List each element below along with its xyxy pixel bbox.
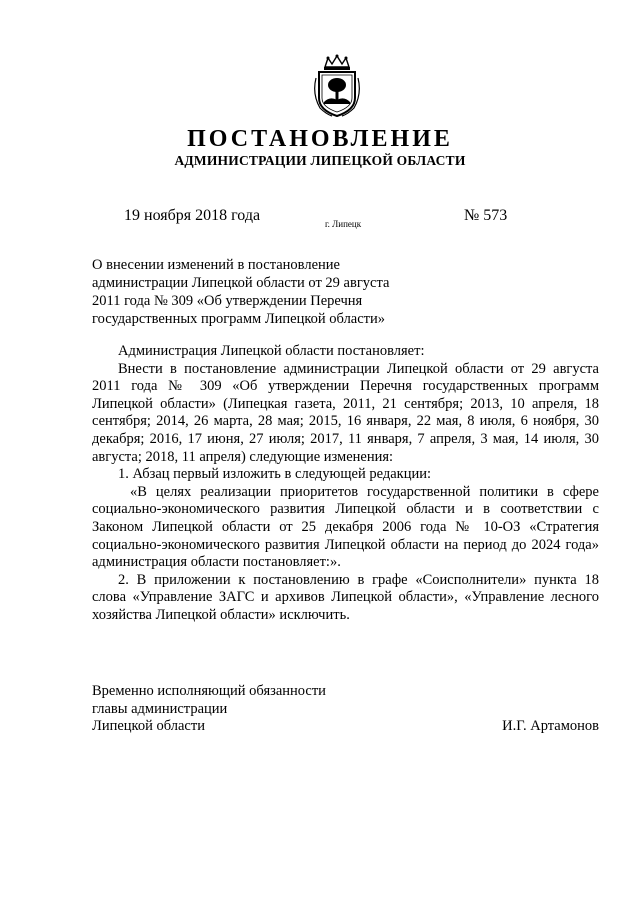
signatory-row: [92, 718, 599, 736]
signatory-name: И.Г. Артамонов: [502, 718, 599, 735]
signatory-position-line: Временно исполняющий обязанности: [92, 683, 326, 699]
intro-paragraph: Внести в постановление администрации Липецкой области от 29 августа 2011 года № 309 «Об утверждении Перечня государственных программ Липецкой области» (Липецкая газета, 2011, 21 сентября; 2013, 10 апреля, 18 сентября; 2014, 26 марта, 28 мая; 2015, 16 января, 22 мая, 8 июля, 6 ноября, 30 декабря; 2016, 17 июня, 27 июля; 2017, 11 января, 7 апреля, 3 мая, 14 июля, 30 августа; 2018, 11 апреля) следующие изменения:: [92, 360, 599, 465]
document-body: [92, 343, 599, 625]
signature-block: [92, 683, 599, 736]
preamble-paragraph: Администрация Липецкой области постановляет:: [118, 343, 425, 359]
signatory-position-line: главы администрации: [92, 700, 228, 717]
subject-line: администрации Липецкой области от 29 августа: [92, 275, 390, 291]
issuing-authority: АДМИНИСТРАЦИИ ЛИПЕЦКОЙ ОБЛАСТИ: [174, 153, 466, 168]
item-2-paragraph: 2. В приложении к постановлению в графе «Соисполнители» пункта 18 слова «Управление ЗАГС и архивов Липецкой области», «Управление лесного хозяйства Липецкой области» исключить.: [92, 571, 599, 623]
document-title: ПОСТАНОВЛЕНИЕ: [187, 126, 453, 152]
document-city: г. Липецк: [325, 219, 362, 229]
subject-line: государственных программ Липецкой области»: [92, 311, 386, 327]
signatory-position-line: Липецкой области: [92, 718, 205, 735]
quoted-paragraph: «В целях реализации приоритетов государственной политики в сфере социально-экономического развития Липецкой области и в соответствии с Законом Липецкой области от 25 декабря 2006 года № 10-ОЗ «Стратегия социально-экономического развития Липецкой области на период до 2024 года» администрация области постановляет:».: [92, 483, 599, 571]
coat-of-arms-icon: [312, 54, 362, 118]
subject-line: 2011 года № 309 «Об утверждении Перечня: [92, 293, 363, 309]
subject-line: О внесении изменений в постановление: [92, 257, 340, 273]
item-1-paragraph: 1. Абзац первый изложить в следующей редакции:: [118, 466, 432, 483]
document-date: 19 ноября 2018 года: [124, 207, 261, 224]
document-subject: [92, 256, 432, 328]
document-number: № 573: [464, 207, 508, 224]
